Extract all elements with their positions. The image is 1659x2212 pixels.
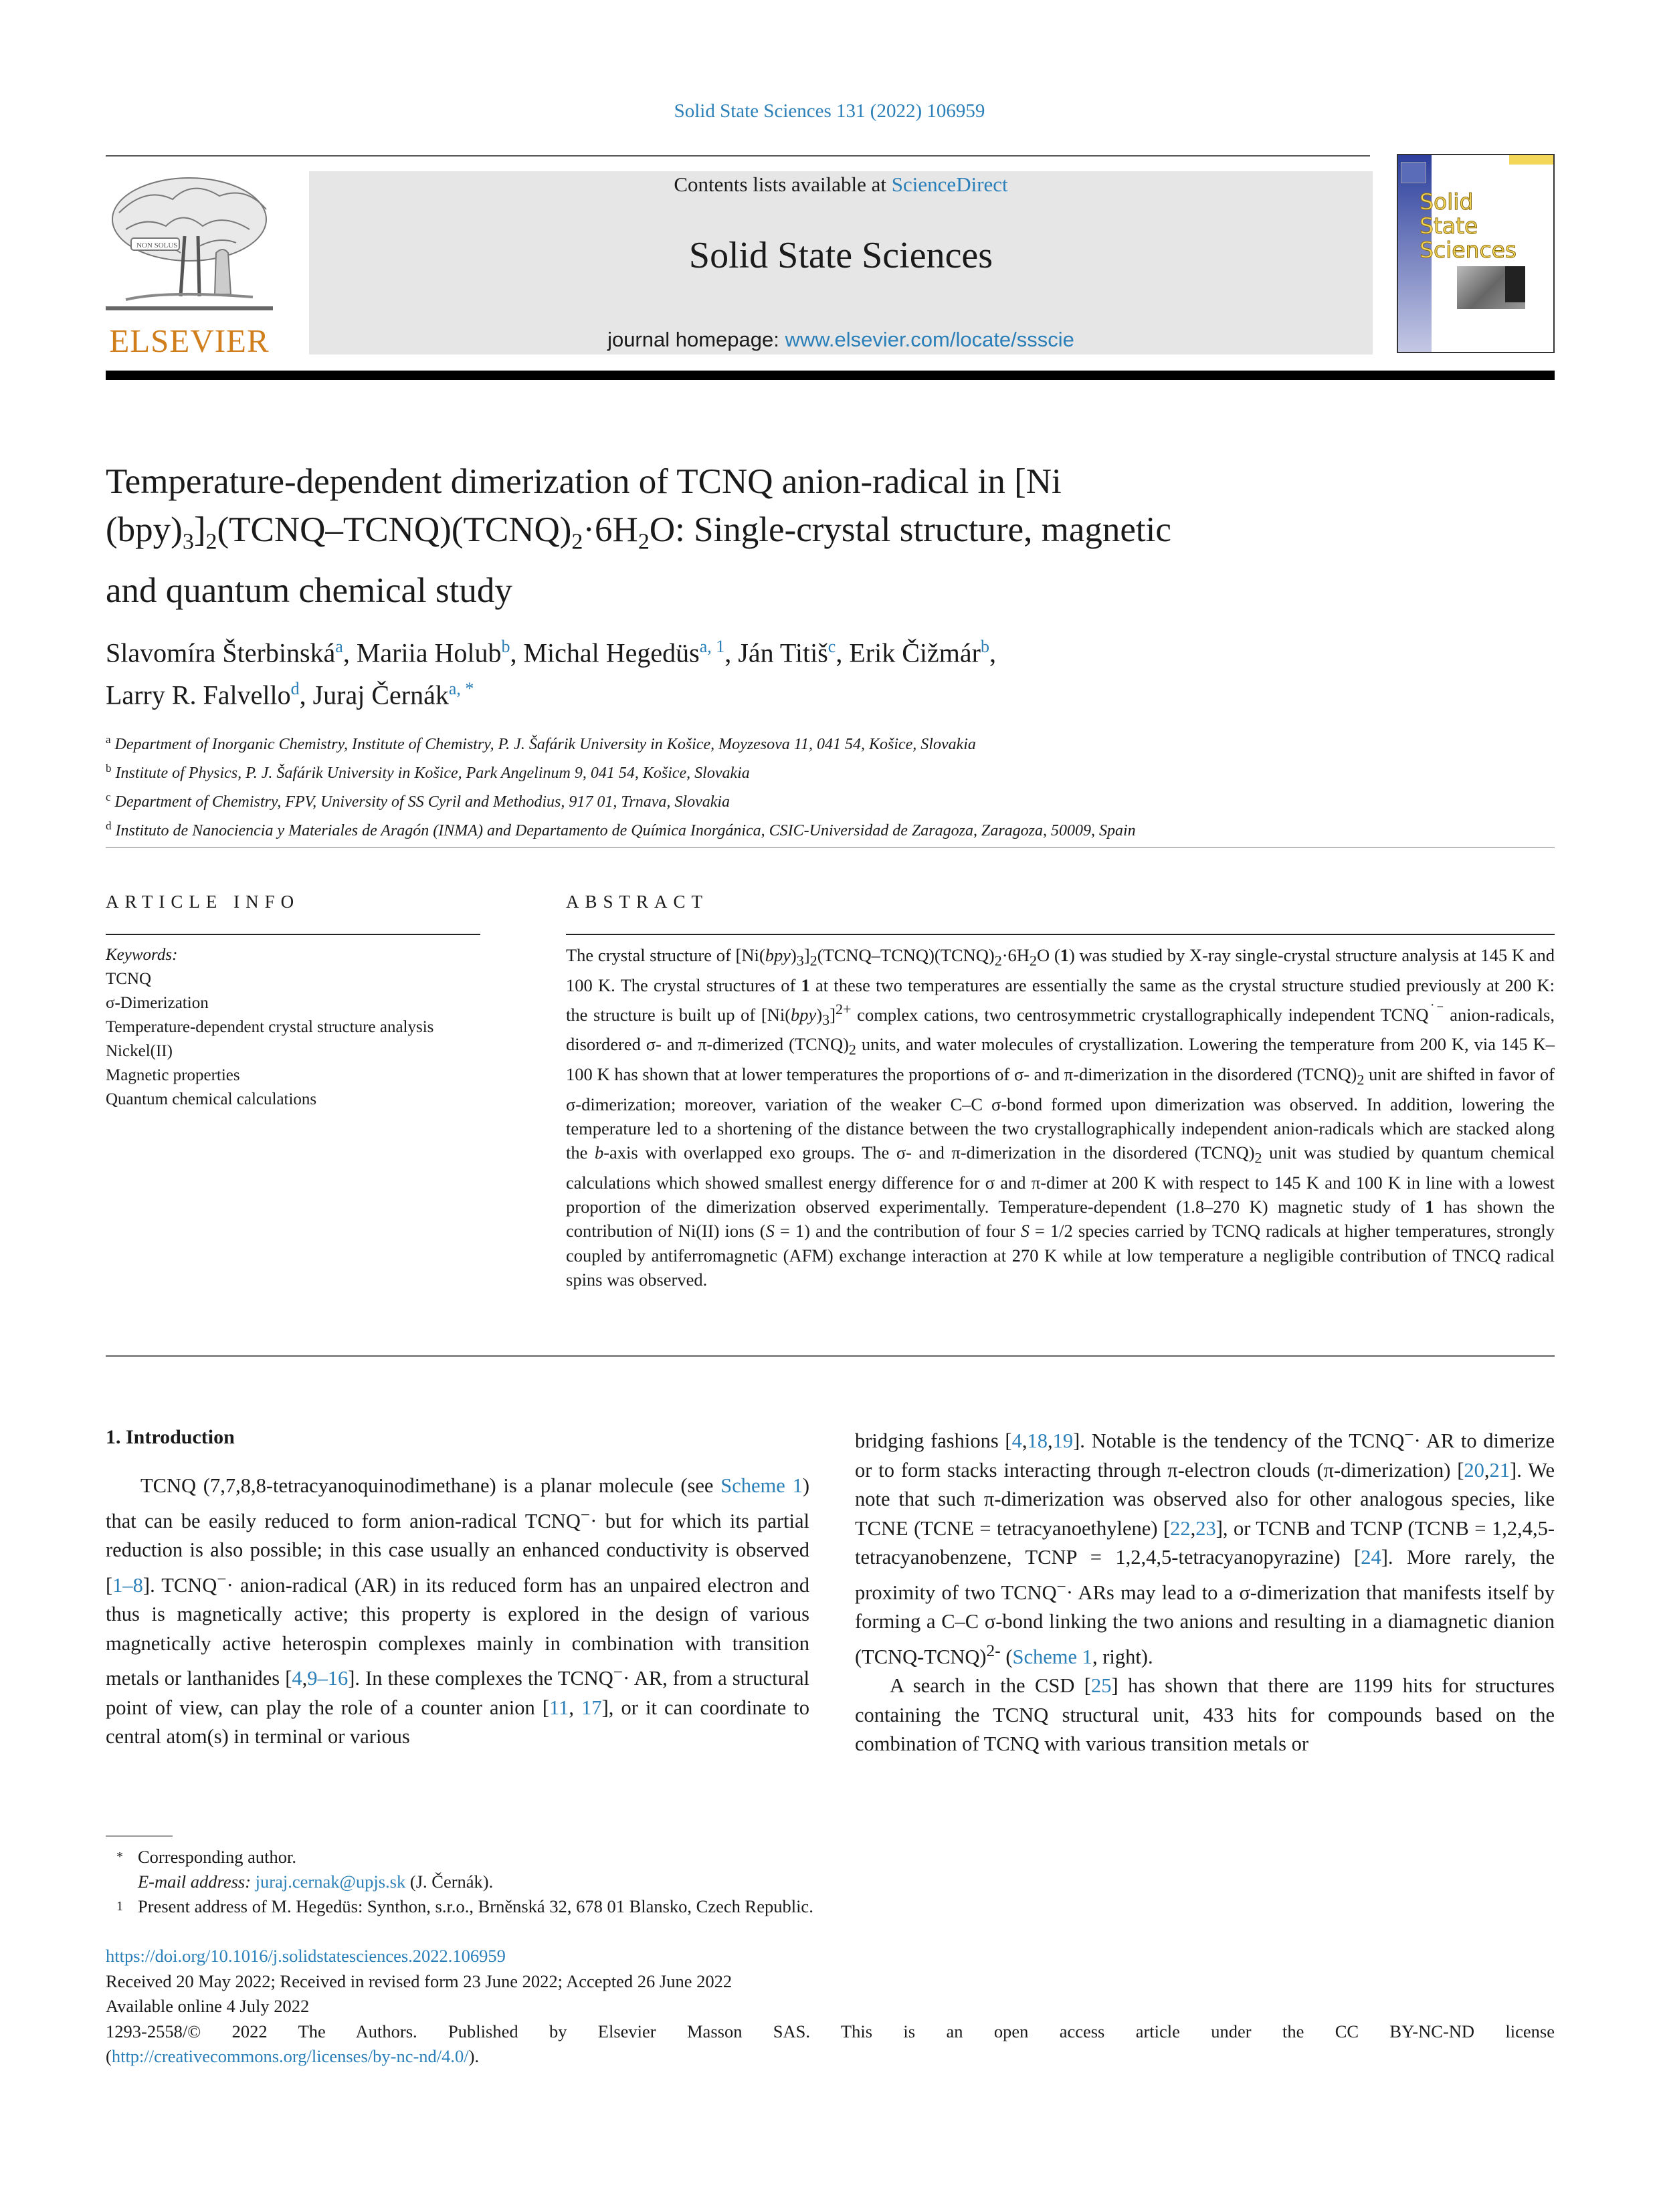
- reference-link[interactable]: 19: [1052, 1429, 1074, 1453]
- reference-link[interactable]: 23: [1195, 1516, 1216, 1540]
- license-url-line: (http://creativecommons.org/licenses/by-nc-nd/4.0/).: [106, 2046, 480, 2066]
- journal-title: Solid State Sciences: [688, 235, 993, 276]
- footnote-email: E-mail address: juraj.cernak@upjs.sk (J. Černák).: [138, 1872, 494, 1892]
- journal-citation-link[interactable]: Solid State Sciences 131 (2022) 106959: [674, 100, 985, 122]
- reference-link[interactable]: 17: [581, 1696, 602, 1719]
- affiliation-marker[interactable]: a, 1: [699, 637, 725, 656]
- email-link[interactable]: juraj.cernak@upjs.sk: [255, 1872, 406, 1892]
- affiliation-marker[interactable]: b: [980, 637, 989, 656]
- keyword-item: Temperature-dependent crystal structure analysis: [106, 1018, 434, 1036]
- license-link[interactable]: http://creativecommons.org/licenses/by-nc-nd/4.0/: [111, 2046, 469, 2066]
- affiliation-item: $^c$ Department of Chemistry, FPV, University of SS Cyril and Methodius, 917 01, Trnava, Slovakia: [106, 791, 730, 811]
- affiliation-list: [106, 728, 1510, 843]
- author-link[interactable]: Ján Titiš: [738, 637, 828, 668]
- abstract-bottom-rule: [106, 1355, 1555, 1357]
- reference-link[interactable]: 20: [1464, 1458, 1484, 1482]
- reference-link[interactable]: 11: [549, 1696, 569, 1719]
- keyword-item: Magnetic properties: [106, 1066, 240, 1084]
- affiliation-item: $^a$ Department of Inorganic Chemistry, Institute of Chemistry, P. J. Šafárik University in Košice, Moyzesova 11, 041 54, Košice, Slovakia: [106, 733, 976, 753]
- scheme-link[interactable]: Scheme 1: [1012, 1645, 1092, 1668]
- affiliation-item: $^d$ Instituto de Nanociencia y Materiales de Aragón (INMA) and Departamento de Química Inorgánica, CSIC-Universidad de Zaragoza, Zaragoza, 50009, Spain: [106, 819, 1136, 839]
- article-info-heading: ARTICLE INFO: [106, 892, 300, 912]
- paragraph: bridging fashions [4,18,19]. Notable is the tendency of the TCNQ−· AR to dimerize or to form stacks interacting through π-electron clouds (π-dimerization) [20,21]. We note that such π-dimerization was observed also for other analogous species, like TCNE (TCNE = tetracyanoethylene) [22,23], or TCNB and TCNP (TCNB = 1,2,4,5-tetracyanobenzene, TCNP = 1,2,4,5-tetracyanopyrazine) [24]. More rarely, the proximity of two TCNQ−· ARs may lead to a σ-dimerization that manifests itself by forming a C–C σ-bond linking the two anions and resulting in a diamagnetic dianion (TCNQ-TCNQ)$^{2-}$ (Scheme 1, right).: [855, 1425, 1555, 1668]
- paragraph: TCNQ (7,7,8,8-tetracyanoquinodimethane) is a planar molecule (see Scheme 1) that can be easily reduced to form anion-radical TCNQ−· but for which its partial reduction is also possible; in this case usually an enhanced conductivity is observed [1–8]. TCNQ−· anion-radical (AR) in its reduced form has an unpaired electron and thus is magnetically active; this property is explored in the design of various magnetically active heterospin complexes mainly in combination with transition metals or lanthanides [4,9–16]. In these complexes the TCNQ−· AR, from a structural point of view, can play the role of a counter anion [11, 17], or it can coordinate to central atom(s) in terminal or various: [106, 1474, 810, 1748]
- affiliation-marker[interactable]: b: [501, 637, 510, 656]
- masthead-thick-rule: [106, 371, 1555, 380]
- author-link[interactable]: Mariia Holub: [356, 637, 502, 668]
- footnote-1: 1 Present address of M. Hegedüs: Synthon, s.r.o., Brněnská 32, 678 01 Blansko, Czech Republic.: [116, 1896, 813, 1916]
- author-link[interactable]: Michal Hegedüs: [523, 637, 700, 668]
- reference-link[interactable]: 9–16: [307, 1667, 349, 1690]
- top-divider: [106, 155, 1370, 157]
- keyword-item: Nickel(II): [106, 1042, 173, 1060]
- reference-link[interactable]: 24: [1361, 1546, 1381, 1569]
- elsevier-logo[interactable]: [106, 173, 273, 360]
- footnote-corresponding: * Corresponding author.: [116, 1847, 296, 1867]
- article-metadata: [106, 1944, 1555, 2070]
- scheme-link[interactable]: Scheme 1: [720, 1474, 803, 1497]
- body-column-left: [106, 1472, 809, 1752]
- received-dates: Received 20 May 2022; Received in revised form 23 June 2022; Accepted 26 June 2022: [106, 1971, 733, 1991]
- reference-link[interactable]: 25: [1090, 1674, 1112, 1698]
- reference-link[interactable]: 4: [292, 1667, 302, 1690]
- footnote-rule: [106, 1835, 173, 1837]
- affiliation-marker[interactable]: a: [335, 637, 343, 656]
- body-column-right: [855, 1421, 1555, 1759]
- elsevier-tree-icon: [106, 173, 273, 313]
- footnotes: [106, 1845, 1310, 1919]
- keyword-item: TCNQ: [106, 970, 152, 988]
- keyword-item: σ-Dimerization: [106, 994, 209, 1012]
- reference-link[interactable]: 22: [1170, 1516, 1191, 1540]
- introduction-heading: 1. Introduction: [106, 1426, 235, 1448]
- author-link[interactable]: Larry R. Falvello: [106, 680, 291, 710]
- reference-link[interactable]: 1–8: [112, 1573, 143, 1597]
- author-link[interactable]: Juraj Černák: [312, 680, 449, 710]
- cover-title: Solid State Sciences: [1420, 189, 1517, 263]
- cover-yellow-tab: [1509, 155, 1553, 165]
- affiliation-item: $^b$ Institute of Physics, P. J. Šafárik University in Košice, Park Angelinum 9, 041 54, Košice, Slovakia: [106, 762, 750, 782]
- doi-link[interactable]: https://doi.org/10.1016/j.solidstatesciences.2022.106959: [106, 1946, 506, 1966]
- logo-banner-text: NON SOLUS: [136, 241, 178, 249]
- elsevier-wordmark: ELSEVIER: [109, 322, 270, 359]
- sciencedirect-link[interactable]: ScienceDirect: [891, 173, 1008, 196]
- keywords-label: Keywords:: [106, 946, 178, 964]
- article-info-rule: [106, 934, 480, 935]
- author-list: Slavomíra Šterbinská$^a$, Mariia Holub$^b$, Michal Hegedüs$^{a, 1}$, Ján Titiš$^c$, Erik Čižmár$^b$, Larry R. Falvello$^d$, Juraj Černák$^{a, *}$: [106, 637, 996, 710]
- abstract-heading: ABSTRACT: [566, 892, 709, 912]
- reference-link[interactable]: 21: [1489, 1458, 1510, 1482]
- affiliation-marker[interactable]: a, *: [448, 679, 474, 699]
- author-link[interactable]: Slavomíra Šterbinská: [106, 637, 336, 668]
- abstract-rule: [566, 934, 1555, 935]
- affiliation-marker[interactable]: d: [290, 679, 300, 699]
- article-title: Temperature-dependent dimerization of TCNQ anion-radical in [Ni $(bpy)_3]_2(TCNQ-TCNQ)(TCNQ)_2\cdot 6H_2O$: Single-crystal structure, magnetic and quantum chemical study: [106, 462, 1171, 610]
- paragraph: A search in the CSD [25] has shown that there are 1199 hits for structures containing the TCNQ structural unit, 433 hits for compounds based on the combination of TCNQ with various transition metals or: [855, 1674, 1555, 1756]
- section-divider: [106, 847, 1555, 848]
- journal-homepage-line: journal homepage: www.elsevier.com/locate/ssscie: [607, 328, 1074, 351]
- author-link[interactable]: Erik Čižmár: [849, 637, 981, 668]
- cover-elsevier-mini-logo: [1401, 162, 1426, 183]
- journal-homepage-link[interactable]: www.elsevier.com/locate/ssscie: [785, 328, 1074, 351]
- available-online-date: Available online 4 July 2022: [106, 1996, 310, 2016]
- abstract-body: The crystal structure of $[Ni(bpy)_3]_2(TCNQ-TCNQ)(TCNQ)_2\cdot 6H_2O$ (1) was studied by X-ray single-crystal structure analysis at 145 K and 100 K. The crystal structures of 1 at these two temperatures are essentially the same as the crystal structure studied previously at 200 K: the structure is built up of $[Ni(bpy)_3]^{2+}$ complex cations, two centrosymmetric crystallographically independent TCNQ˙⁻ anion-radicals, disordered σ- and π-dimerized $(TCNQ)_2$ units, and water molecules of crystallization. Lowering the temperature from 200 K, via 145 K–100 K has shown that at lower temperatures the proportions of σ- and π-dimerization in the disordered $(TCNQ)_2$ unit are shifted in favor of σ-dimerization; moreover, variation of the weaker C–C σ-bond formed upon dimerization was observed. In addition, lowering the temperature led to a shortening of the distance between the two crystallographically independent anion-radicals which are stacked along the b-axis with overlapped exo groups. The σ- and π-dimerization in the disordered $(TCNQ)_2$ unit was studied by quantum chemical calculations which showed smallest energy difference for σ and π-dimer at 200 K with respect to 145 K and 100 K in line with a lowest proportion of the dimerization observed experimentally. Temperature-dependent (1.8–270 K) magnetic study of 1 has shown the contribution of Ni(II) ions (S = 1) and the contribution of four S = 1/2 species carried by TCNQ radicals at higher temperatures, strongly coupled by antiferromagnetic (AFM) exchange interaction at 270 K while at low temperature a negligible contribution of TNCQ radical spins was observed.: [566, 945, 1555, 1290]
- keyword-item: Quantum chemical calculations: [106, 1090, 317, 1108]
- contents-line: Contents lists available at ScienceDirect: [674, 173, 1008, 196]
- license-statement: 1293-2558/© 2022 The Authors. Published by Elsevier Masson SAS. This is an open access article under the CC BY-NC-ND license: [106, 2021, 1555, 2041]
- keywords-list: [106, 943, 480, 1112]
- reference-link[interactable]: 18: [1027, 1429, 1048, 1453]
- cover-image: [1457, 266, 1525, 309]
- journal-cover-thumbnail[interactable]: [1397, 154, 1555, 353]
- reference-link[interactable]: 4: [1011, 1429, 1022, 1453]
- affiliation-marker[interactable]: c: [827, 637, 836, 656]
